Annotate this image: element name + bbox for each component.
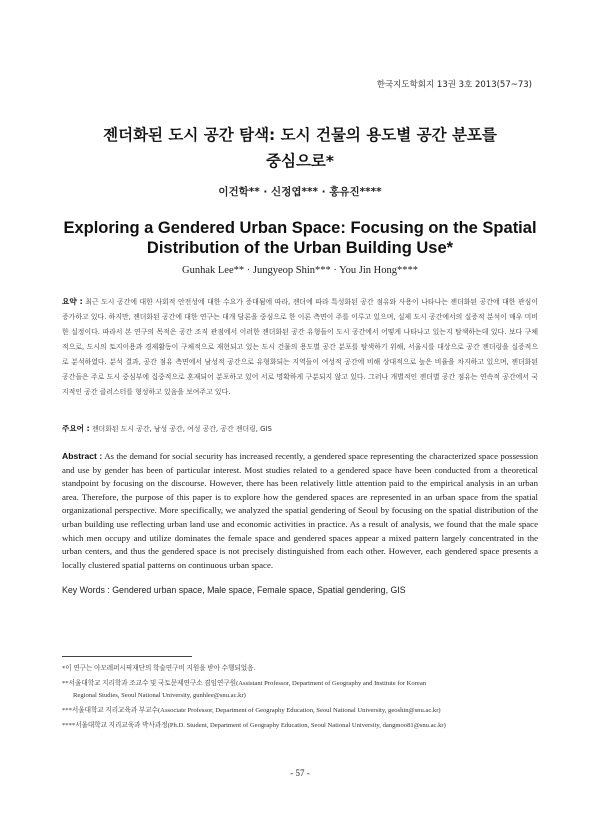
- footnote-divider: [62, 656, 192, 657]
- abstract-korean-label: 요약 :: [62, 297, 83, 306]
- keywords-english: [62, 585, 538, 595]
- keywords-english-label: Key Words :: [62, 585, 110, 595]
- footnote-author-1: [62, 678, 542, 702]
- footnote-author-2: [62, 705, 542, 717]
- keywords-english-text: Gendered urban space, Male space, Female space, Spatial gendering, GIS: [112, 585, 406, 595]
- abstract-english-text: As the demand for social security has increased recently, a gendered space representing the characterized space possession and use by gender has been of particular interest. Most studies related to a gendered space have been conducted from a theoretical standpoint by focusing on the discourse. However, there has been relatively little attention paid to the empirical analysis in an urban area. Therefore, the purpose of this paper is to explore how the gendered spaces are represented in an urban space from the spatial organizational perspective. More specifically, we analyzed the spatial gendering of Seoul by focusing on the spatial distribution of the urban building use reflecting urban land use and economic activities in practice. As a result of analysis, we found that the male space which men occupy and utilize dominates the female space and gendered spaces appear a mixed pattern largely concentrated in the urban centers, and thus the gendered space is not precisely distinguished from each other. However, each gendered space presents a locally clustered spatial patterns on continuous urban space.: [62, 451, 538, 570]
- footnote-funding: [62, 663, 542, 675]
- authors-korean: 이건학** · 신정엽*** · 홍유진****: [218, 186, 382, 198]
- footnote-author-1-continuation: Regional Studies, Seoul National University, gunhlee@snu.ac.kr): [73, 692, 246, 699]
- abstract-korean-text: 최근 도시 공간에 대한 사회적 안전성에 대한 수요가 증대됨에 따라, 젠더에 따라 특성화된 공간 점유와 사용이 나타나는 젠더화된 공간에 대한 관심이 증가하고 있다. 하지만, 젠더화된 공간에 대한 연구는 대개 담론을 중심으로 한 이론 측면이 주를 이루고 있으며, 실제 도시 공간에서의 실증적 분석이 매우 미비한 실정이다. 따라서 본 연구의 목적은 공간 조직 관점에서 이러한 젠더화된 공간 유형들이 도시 공간에서 어떻게 나타나고 있는지 탐색하는데 있다. 보다 구체적으로, 도시의 토지이용과 경제활동이 구체적으로 재현되고 있는 도시 건물의 용도별 공간 분포를 탐색하기 위해, 서울시를 대상으로 공간 젠더링을 실증적으로 분석하였다. 분석 결과, 공간 점유 측면에서 남성적 공간으로 유형화되는 지역들이 여성적 공간에 비해 상대적으로 높은 비율을 차지하고 있으며, 젠더화된 공간들은 주로 도시 중심부에 집중적으로 혼재되어 분포하고 있어 서로 명확하게 구분되지 않고 있다. 그러나 개별적인 젠더별 공간 점유는 연속적 공간에서 국지적인 공간 클러스터를 형성하고 있음을 보여주고 있다.: [62, 298, 538, 396]
- footnote-author-3-text: ****서울대학교 지리교육과 박사과정(Ph.D. Student, Department of Geography Education, Seoul National University, dangmoo81@snu.ac.kr): [62, 722, 446, 729]
- footnote-author-3: [62, 720, 542, 732]
- title-english: [60, 218, 540, 258]
- authors-english: Gunhak Lee** · Jungyeop Shin*** · You Jin Hong****: [182, 265, 418, 276]
- journal-reference: 한국지도학회지 13권 3호 2013(57~73): [376, 80, 532, 90]
- title-english-line-1: Exploring a Gendered Urban Space: Focusing on the Spatial: [63, 219, 537, 237]
- abstract-english: [62, 450, 538, 572]
- title-english-line-2: Distribution of the Urban Building Use*: [146, 239, 454, 257]
- page-number: - 57 -: [290, 768, 310, 778]
- title-korean: [60, 122, 540, 174]
- keywords-korean: [62, 423, 538, 435]
- footnotes: [62, 663, 542, 735]
- footnote-author-1-text: **서울대학교 지리학과 조교수 및 국토문제연구소 겸임연구원(Assistant Professor, Department of Geography and Institute for Korean: [62, 680, 427, 687]
- abstract-english-label: Abstract :: [62, 451, 103, 461]
- abstract-korean: [62, 294, 538, 400]
- footnote-funding-text: *이 연구는 아모레퍼시픽재단의 학술연구비 지원을 받아 수행되었음.: [62, 665, 256, 672]
- title-korean-line-2: 중심으로*: [266, 152, 334, 170]
- footnote-author-2-text: ***서울대학교 지리교육과 부교수(Associate Professor, Department of Geography Education, Seoul National University, geoshin@snu.ac.kr): [62, 707, 441, 714]
- keywords-korean-label: 주요어 :: [62, 424, 90, 433]
- keywords-korean-text: 젠더화된 도시 공간, 남성 공간, 여성 공간, 공간 젠더링, GIS: [91, 425, 272, 433]
- title-korean-line-1: 젠더화된 도시 공간 탐색: 도시 건물의 용도별 공간 분포를: [103, 126, 497, 144]
